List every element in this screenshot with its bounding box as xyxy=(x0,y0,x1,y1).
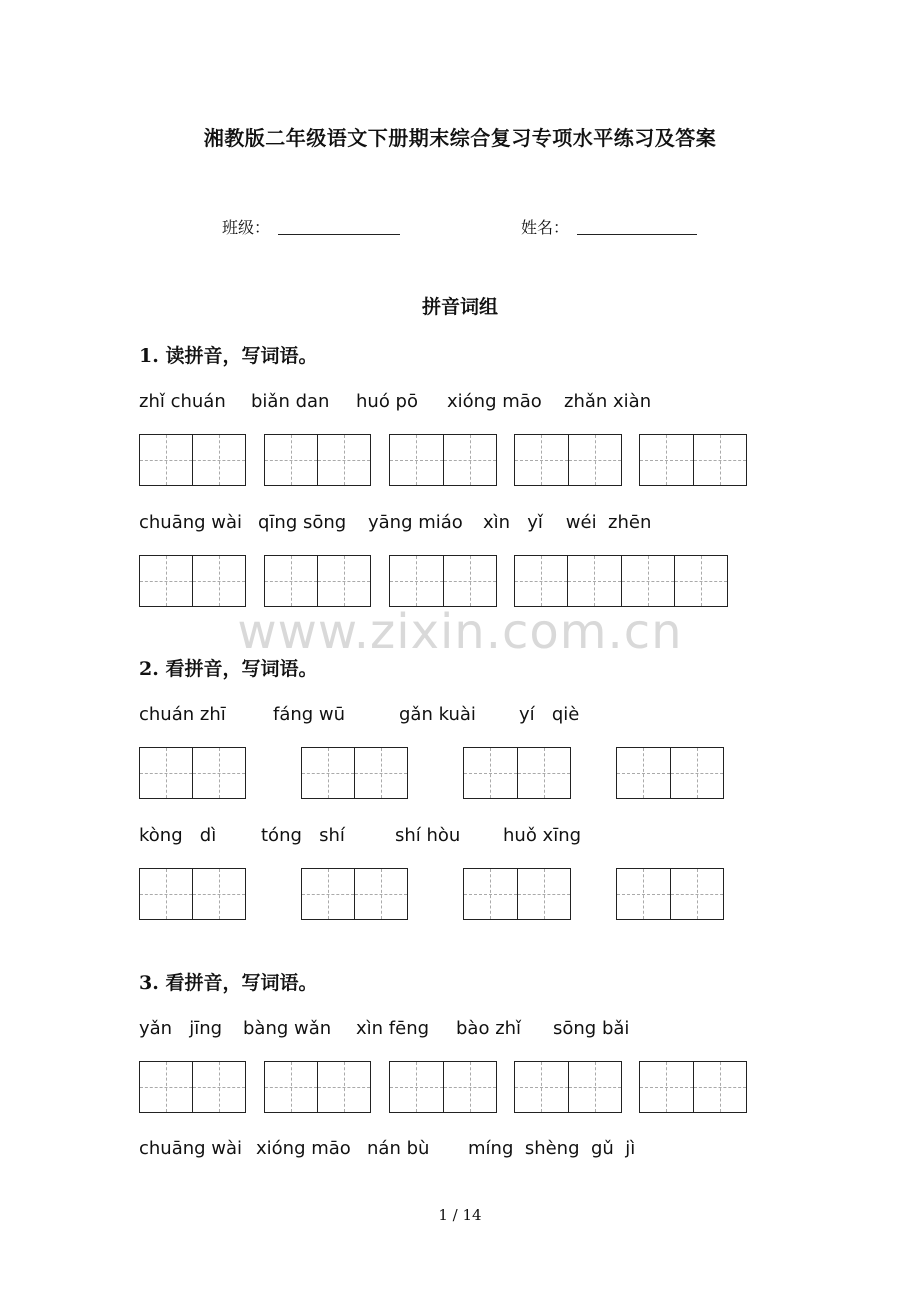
pinyin-label: chuāng wài xyxy=(139,512,243,533)
pinyin-label: xìn fēng xyxy=(356,1018,430,1039)
writing-box[interactable] xyxy=(139,747,246,799)
pinyin-label: bàng wǎn xyxy=(243,1018,332,1039)
pinyin-label: qīng sōng xyxy=(258,512,347,533)
pinyin-label: fáng wū xyxy=(273,704,346,725)
pinyin-label: chuāng wài xyxy=(139,1138,243,1159)
pinyin-label: xióng māo xyxy=(256,1138,351,1159)
writing-box[interactable] xyxy=(139,434,246,486)
document-title: 湘教版二年级语文下册期末综合复习专项水平练习及答案 xyxy=(203,126,717,150)
pinyin-label: shí hòu xyxy=(395,825,461,846)
writing-box[interactable] xyxy=(264,434,371,486)
pinyin-label: nán bù xyxy=(367,1138,430,1159)
writing-box[interactable] xyxy=(389,1061,497,1113)
class-blank-line[interactable] xyxy=(278,234,400,235)
writing-box[interactable] xyxy=(463,868,571,920)
writing-box[interactable] xyxy=(301,747,408,799)
writing-box[interactable] xyxy=(389,434,497,486)
question-2-title: 2. 看拼音，写词语。 xyxy=(139,658,318,680)
pinyin-label: huó pō xyxy=(356,391,418,412)
writing-box[interactable] xyxy=(139,868,246,920)
writing-box[interactable] xyxy=(639,1061,747,1113)
pinyin-label: zhǐ chuán xyxy=(139,391,226,412)
name-label: 姓名： xyxy=(521,218,570,237)
writing-box[interactable] xyxy=(139,1061,246,1113)
writing-box[interactable] xyxy=(514,434,622,486)
writing-box[interactable] xyxy=(264,555,371,607)
writing-box[interactable] xyxy=(639,434,747,486)
pinyin-label: xìn yǐ wéi zhēn xyxy=(483,512,652,533)
pinyin-label: yí qiè xyxy=(519,704,580,725)
pinyin-label: huǒ xīng xyxy=(503,825,582,846)
pinyin-label: bào zhǐ xyxy=(456,1018,522,1039)
pinyin-label: xióng māo xyxy=(447,391,542,412)
watermark: www.zixin.com.cn xyxy=(237,604,683,660)
writing-box[interactable] xyxy=(616,868,724,920)
pinyin-label: biǎn dan xyxy=(251,391,330,412)
pinyin-label: yāng miáo xyxy=(368,512,463,533)
writing-box[interactable] xyxy=(264,1061,371,1113)
class-label: 班级： xyxy=(222,218,271,237)
writing-box[interactable] xyxy=(514,555,728,607)
question-1-title: 1. 读拼音，写词语。 xyxy=(139,345,318,367)
writing-box[interactable] xyxy=(139,555,246,607)
pinyin-label: míng shèng gǔ jì xyxy=(468,1138,636,1159)
section-title: 拼音词组 xyxy=(421,296,498,318)
pinyin-label: kòng dì xyxy=(139,825,217,846)
pinyin-label: yǎn jīng xyxy=(139,1018,223,1039)
page-number: 1 / 14 xyxy=(438,1206,482,1224)
writing-box[interactable] xyxy=(616,747,724,799)
pinyin-label: zhǎn xiàn xyxy=(564,391,652,412)
question-3-title: 3. 看拼音，写词语。 xyxy=(139,972,318,994)
writing-box[interactable] xyxy=(463,747,571,799)
pinyin-label: sōng bǎi xyxy=(553,1018,630,1039)
writing-box[interactable] xyxy=(514,1061,622,1113)
writing-box[interactable] xyxy=(389,555,497,607)
writing-box[interactable] xyxy=(301,868,408,920)
pinyin-label: chuán zhī xyxy=(139,704,226,725)
pinyin-label: gǎn kuài xyxy=(399,704,476,725)
name-blank-line[interactable] xyxy=(577,234,697,235)
pinyin-label: tóng shí xyxy=(261,825,345,846)
